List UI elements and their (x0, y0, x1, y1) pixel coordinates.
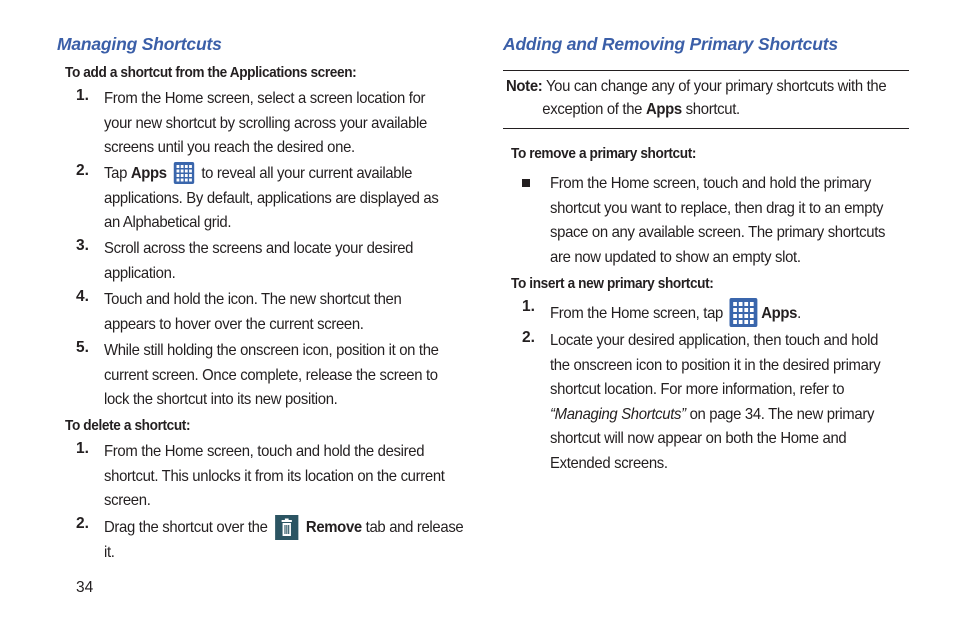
note-text: You can change any of your primary shortcuts with the (545, 78, 887, 95)
page-number: 34 (76, 579, 94, 596)
remove-label: Remove (305, 519, 362, 536)
step-text-line: From the Home screen, touch and hold the desired (104, 443, 425, 460)
trash-icon (275, 515, 298, 540)
bullet-text-line: From the Home screen, touch and hold the primary (550, 175, 871, 192)
step-number: 3. (76, 237, 89, 254)
step-text-line: Locate your desired application, then touch and hold (550, 332, 879, 349)
step-number: 5. (76, 339, 89, 356)
subheading-remove-primary: To remove a primary shortcut: (511, 146, 697, 162)
apps-label: Apps (761, 305, 798, 322)
step-text-line: shortcut will now appear on both the Home and (550, 430, 847, 447)
step-text-line: current screen. Once complete, release the screen to (104, 366, 438, 384)
step-text: to reveal all your current available (201, 165, 413, 182)
step-number: 2. (76, 162, 89, 179)
subheading-add-shortcut: To add a shortcut from the Applications screen: (65, 65, 357, 81)
step-text: Tap (104, 165, 128, 182)
step-text-line: Touch and hold the icon. The new shortcut then (104, 291, 402, 308)
step-number: 1. (522, 298, 535, 315)
step-text-line: Extended screens. (550, 454, 668, 472)
apps-grid-icon (730, 298, 758, 327)
step-text-line: shortcut. This unlocks it from its location on the current (104, 467, 445, 485)
step-text-line: screen. (104, 492, 151, 509)
section-heading-managing-shortcuts: Managing Shortcuts (57, 34, 222, 54)
step-text: Drag the shortcut over the (104, 519, 268, 536)
step-text-line: your new shortcut by scrolling across your available (104, 114, 428, 132)
step-number: 1. (76, 87, 89, 104)
bullet-text-line: space on any available screen. The primary shortcuts (550, 224, 886, 241)
step-text-line: While still holding the onscreen icon, position it on the (104, 342, 439, 359)
bullet-text-line: are now updated to show an empty slot. (550, 248, 801, 266)
step-number: 4. (76, 288, 89, 305)
note-text: shortcut. (685, 100, 740, 118)
step-number: 1. (76, 440, 89, 457)
step-text: on page 34. The new primary (689, 405, 875, 423)
note-box (503, 70, 909, 129)
step-text-line: lock the shortcut into its new position. (104, 391, 338, 408)
cross-reference-link[interactable]: “Managing Shortcuts” (550, 405, 686, 423)
apps-label: Apps (645, 100, 682, 118)
step-text-line: From the Home screen, select a screen location for (104, 90, 426, 107)
step-text: From the Home screen, tap (550, 305, 723, 322)
apps-grid-icon (173, 162, 193, 184)
apps-label: Apps (130, 165, 167, 182)
step-text: . (797, 305, 801, 322)
step-number: 2. (522, 329, 535, 346)
note-label: Note: (506, 78, 543, 95)
section-heading-primary-shortcuts: Adding and Removing Primary Shortcuts (503, 34, 838, 54)
step-text-line: screens until you reach the desired one. (104, 139, 355, 156)
step-text-line: shortcut location. For more information, refer to (550, 381, 845, 398)
note-text: exception of the (542, 100, 643, 118)
bullet-text-line: shortcut you want to replace, then drag it to an empty (550, 199, 884, 217)
step-number: 2. (76, 515, 89, 532)
subheading-insert-primary: To insert a new primary shortcut: (511, 276, 714, 292)
subheading-delete-shortcut: To delete a shortcut: (65, 418, 191, 434)
step-text-line: Scroll across the screens and locate your desired (104, 240, 414, 257)
step-text-line: applications. By default, applications are displayed as (104, 189, 439, 207)
step-text-line: appears to hover over the current screen. (104, 315, 364, 333)
step-text-line: it. (104, 543, 115, 561)
step-text-line: application. (104, 264, 176, 282)
step-text: tab and release (365, 519, 464, 536)
step-text-line: an Alphabetical grid. (104, 214, 232, 231)
bullet-square-icon (522, 179, 530, 187)
step-text-line: the onscreen icon to position it in the desired primary (550, 356, 881, 374)
